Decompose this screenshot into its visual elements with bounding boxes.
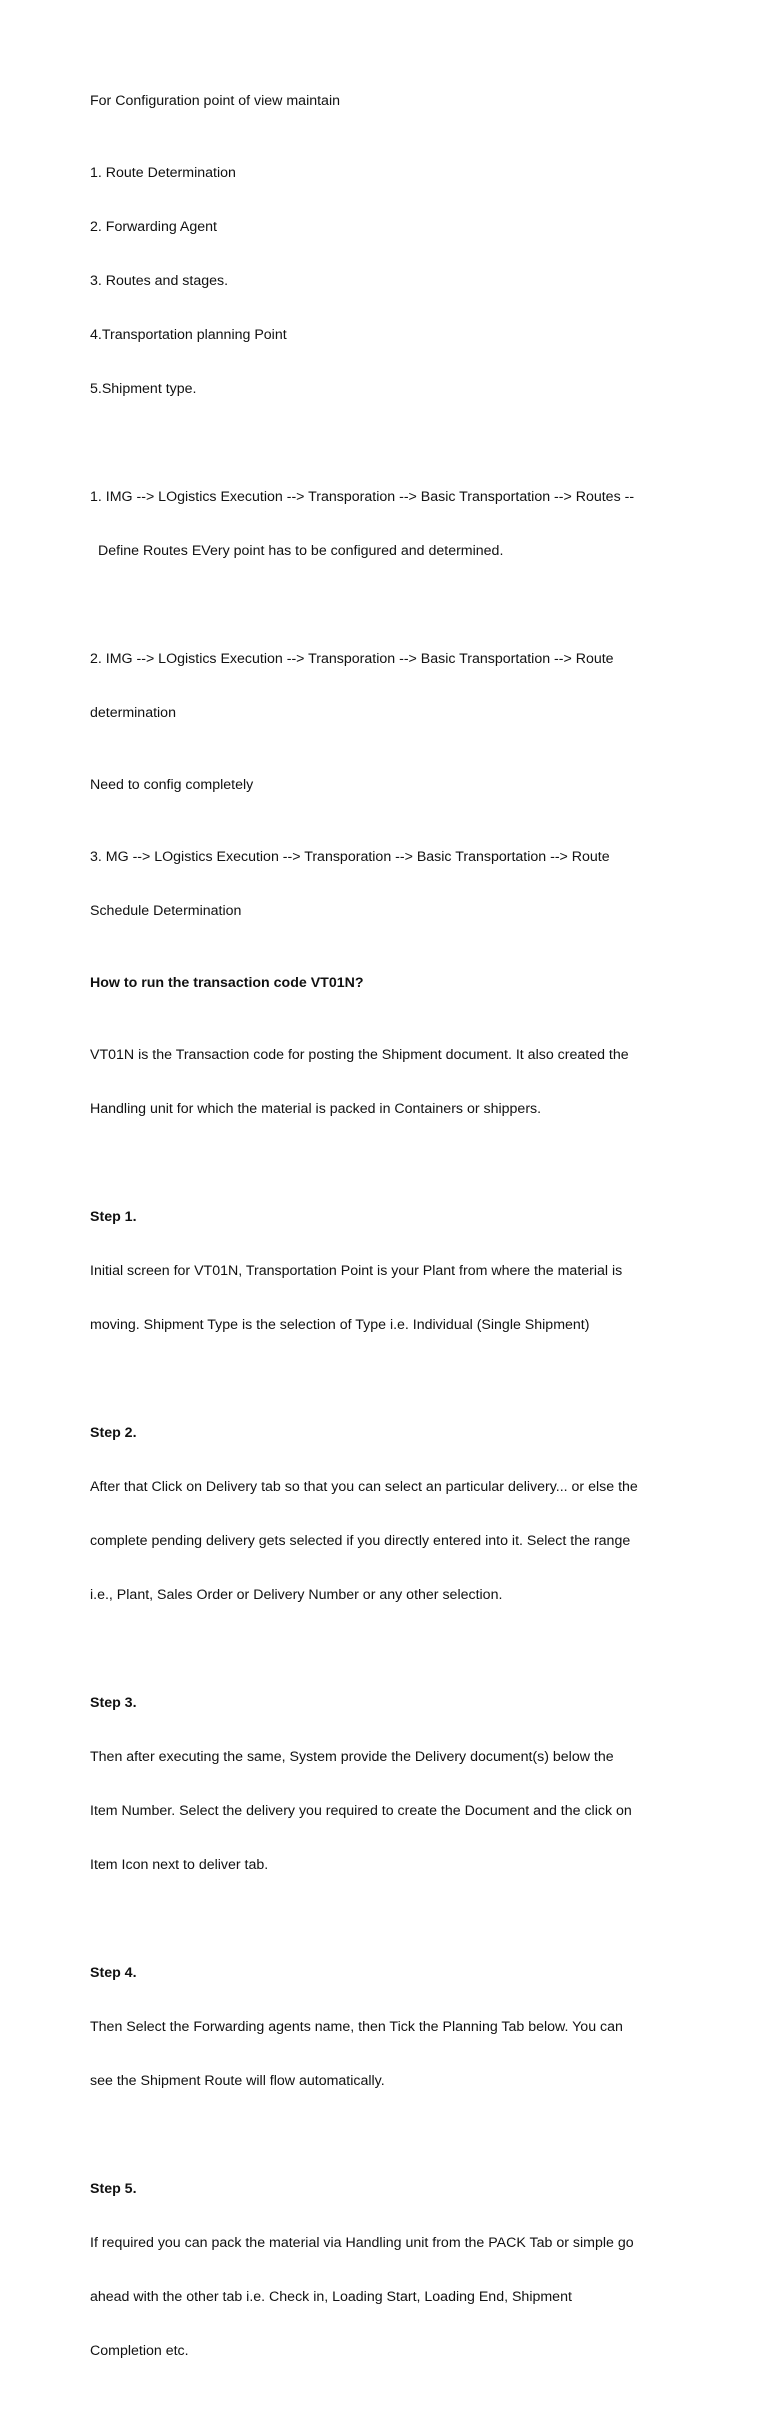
description-line: VT01N is the Transaction code for posting the Shipment document. It also created the <box>90 1047 629 1063</box>
step-title: Step 1. <box>90 1209 137 1225</box>
list-item: 3. Routes and stages. <box>90 273 229 289</box>
document-page <box>90 92 690 2414</box>
config-list <box>90 128 690 434</box>
step-title: Step 3. <box>90 1695 137 1711</box>
step-4 <box>90 1928 690 2126</box>
step-2 <box>90 1388 690 1640</box>
step-line: Then Select the Forwarding agents name, then Tick the Planning Tab below. You can <box>90 2019 623 2035</box>
description-line: Handling unit for which the material is packed in Containers or shippers. <box>90 1101 542 1117</box>
step-line: Item Icon next to deliver tab. <box>90 1857 269 1873</box>
vt01n-description <box>90 1010 690 1154</box>
path-line: 3. MG --> LOgistics Execution --> Transporation --> Basic Transportation --> Route <box>90 849 610 865</box>
section-heading: How to run the transaction code VT01N? <box>90 975 364 991</box>
step-line: see the Shipment Route will flow automatically. <box>90 2073 385 2089</box>
img-path-route-schedule <box>90 812 690 956</box>
step-line: After that Click on Delivery tab so that you can select an particular delivery... or else the <box>90 1479 638 1495</box>
step-5 <box>90 2144 690 2396</box>
list-item: 2. Forwarding Agent <box>90 219 217 235</box>
step-line: ahead with the other tab i.e. Check in, Loading Start, Loading End, Shipment <box>90 2289 572 2305</box>
step-line: moving. Shipment Type is the selection of Type i.e. Individual (Single Shipment) <box>90 1317 590 1333</box>
list-item: 5.Shipment type. <box>90 381 197 397</box>
step-line: i.e., Plant, Sales Order or Delivery Number or any other selection. <box>90 1587 503 1603</box>
img-path-routes <box>90 452 690 596</box>
step-3 <box>90 1658 690 1910</box>
path-line: 1. IMG --> LOgistics Execution --> Transporation --> Basic Transportation --> Routes -- <box>90 489 635 505</box>
step-title: Step 2. <box>90 1425 137 1441</box>
path-line: 2. IMG --> LOgistics Execution --> Transporation --> Basic Transportation --> Route <box>90 651 614 667</box>
path-line: Define Routes EVery point has to be configured and determined. <box>98 543 504 559</box>
step-1 <box>90 1172 690 1370</box>
step-line: Initial screen for VT01N, Transportation Point is your Plant from where the material is <box>90 1263 623 1279</box>
path-line: determination <box>90 705 176 721</box>
intro-text: For Configuration point of view maintain <box>90 93 340 109</box>
list-item: 1. Route Determination <box>90 165 236 181</box>
img-path-route-determination <box>90 614 690 758</box>
list-item: 4.Transportation planning Point <box>90 327 287 343</box>
step-line: If required you can pack the material via Handling unit from the PACK Tab or simple go <box>90 2235 634 2251</box>
config-note: Need to config completely <box>90 777 254 793</box>
step-line: Item Number. Select the delivery you required to create the Document and the click on <box>90 1803 632 1819</box>
step-line: complete pending delivery gets selected if you directly entered into it. Select the range <box>90 1533 631 1549</box>
step-title: Step 4. <box>90 1965 137 1981</box>
step-title: Step 5. <box>90 2181 137 2197</box>
path-line: Schedule Determination <box>90 903 242 919</box>
step-line: Then after executing the same, System provide the Delivery document(s) below the <box>90 1749 614 1765</box>
step-line: Completion etc. <box>90 2343 189 2359</box>
